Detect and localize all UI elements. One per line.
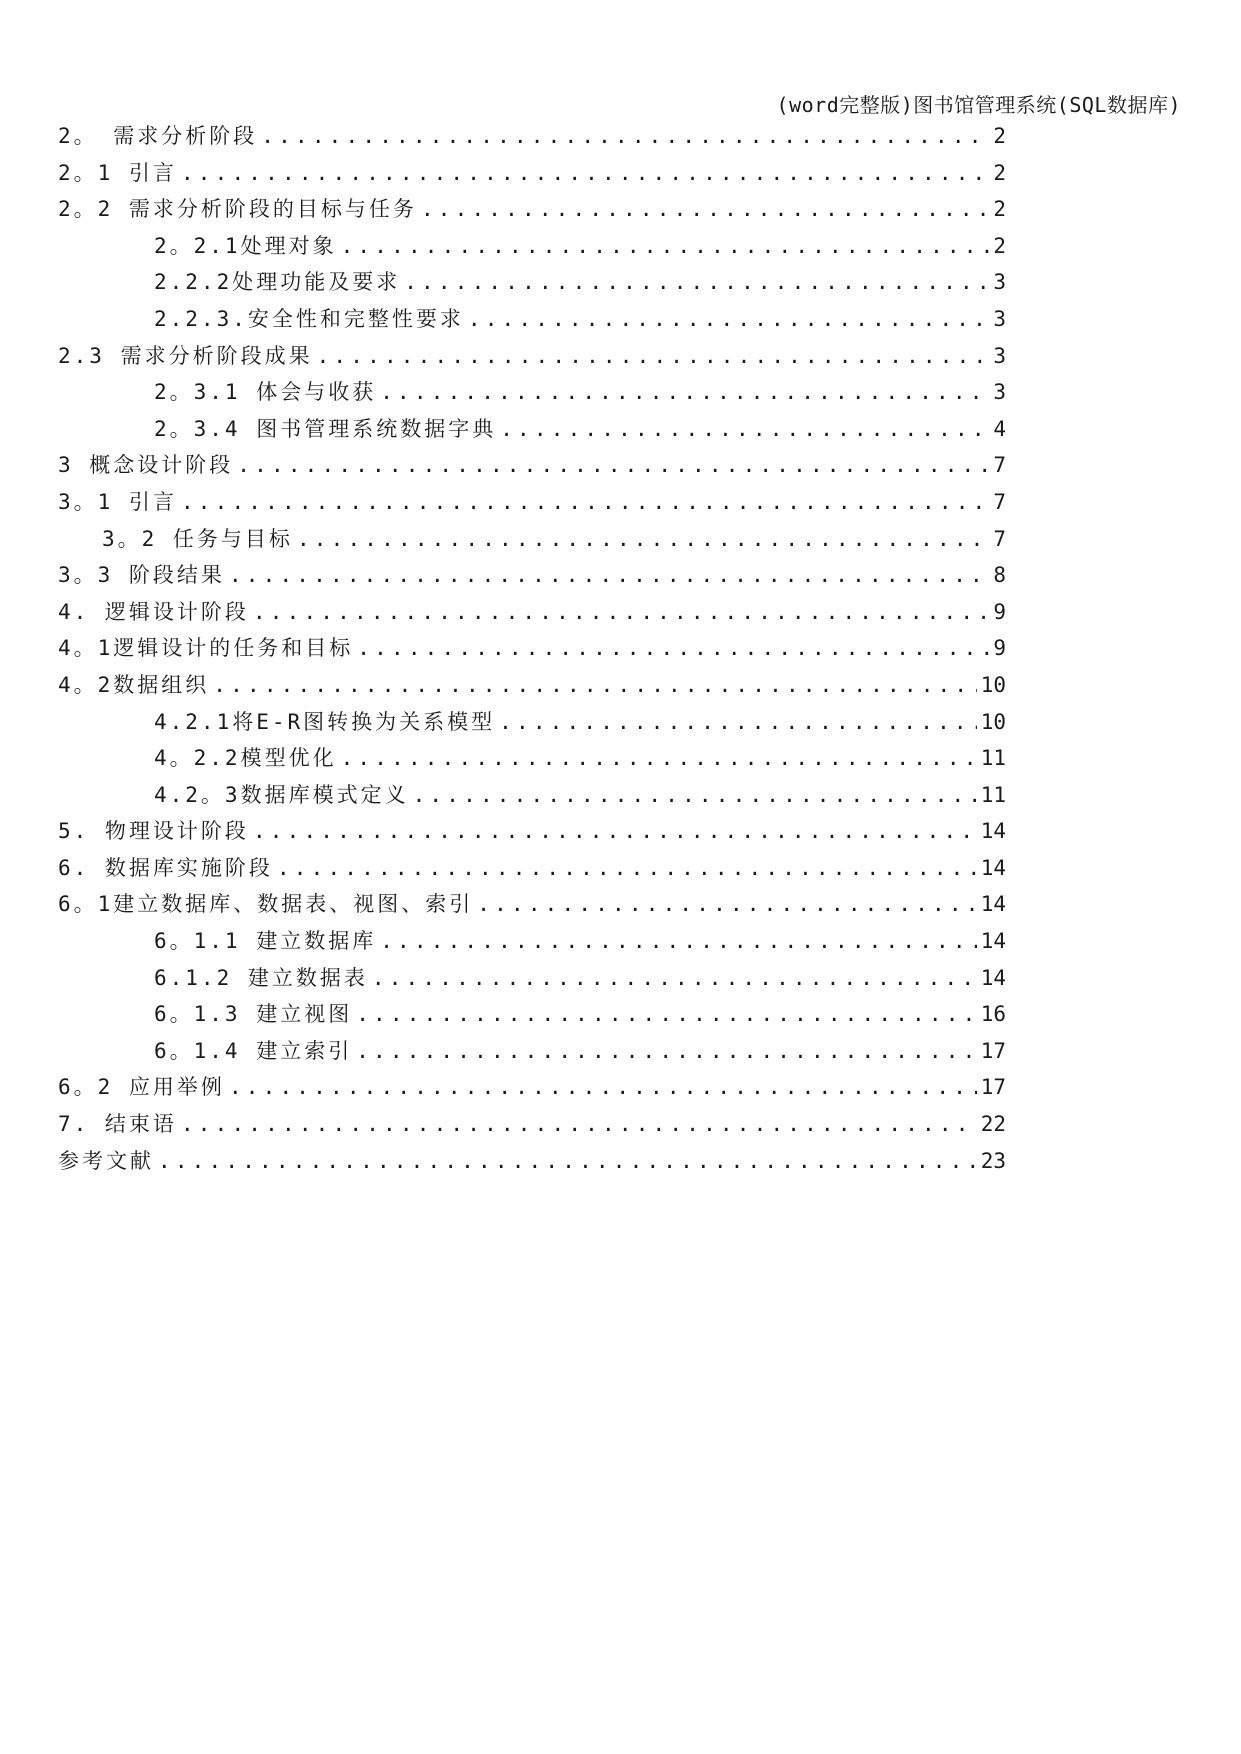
toc-entry[interactable]	[58, 1145, 1006, 1182]
toc-entry[interactable]	[58, 230, 1006, 267]
toc-entry[interactable]	[58, 998, 1006, 1035]
toc-dot-leader	[261, 124, 989, 148]
toc-dot-leader	[341, 746, 977, 770]
toc-entry-page: 8	[993, 563, 1006, 588]
toc-entry-page: 10	[980, 709, 1006, 734]
toc-entry[interactable]	[58, 888, 1006, 925]
toc-entry-title: 3。2 任务与目标	[102, 526, 293, 551]
toc-entry[interactable]	[58, 157, 1006, 194]
toc-entry-title: 4. 逻辑设计阶段	[58, 599, 249, 624]
toc-dot-leader	[380, 380, 989, 404]
toc-entry-title: 2.2.3.安全性和完整性要求	[154, 306, 464, 331]
toc-dot-leader	[421, 197, 989, 221]
toc-entry-page: 14	[980, 929, 1006, 954]
toc-dot-leader	[468, 307, 989, 331]
toc-entry-page: 14	[980, 892, 1006, 917]
toc-entry-title: 2。2 需求分析阶段的目标与任务	[58, 197, 417, 222]
toc-entry[interactable]	[58, 962, 1006, 999]
toc-dot-leader	[500, 417, 989, 441]
toc-entry[interactable]	[58, 340, 1006, 377]
toc-entry[interactable]	[58, 266, 1006, 303]
toc-entry[interactable]	[58, 596, 1006, 633]
toc-entry[interactable]	[58, 449, 1006, 486]
toc-entry[interactable]	[58, 706, 1006, 743]
toc-entry[interactable]	[58, 779, 1006, 816]
toc-entry-page: 3	[993, 343, 1006, 368]
toc-entry-page: 11	[980, 782, 1006, 807]
toc-entry-page: 3	[993, 306, 1006, 331]
toc-dot-leader	[499, 710, 977, 734]
toc-entry-title: 6。1建立数据库、数据表、视图、索引	[58, 892, 474, 917]
toc-entry-page: 9	[993, 636, 1006, 661]
toc-entry-page: 4	[993, 416, 1006, 441]
toc-entry-title: 6。1.3 建立视图	[154, 1002, 353, 1027]
toc-dot-leader	[277, 856, 977, 880]
toc-entry[interactable]	[58, 303, 1006, 340]
toc-entry-title: 4。2数据组织	[58, 672, 210, 697]
toc-dot-leader	[229, 563, 989, 587]
toc-entry-page: 3	[993, 380, 1006, 405]
toc-entry-title: 6。2 应用举例	[58, 1075, 225, 1100]
toc-entry-page: 7	[993, 489, 1006, 514]
toc-dot-leader	[158, 1149, 977, 1173]
toc-entry-page: 2	[993, 160, 1006, 185]
toc-entry-title: 2.2.2处理功能及要求	[154, 270, 401, 295]
toc-entry-page: 23	[980, 1148, 1006, 1173]
toc-entry-page: 16	[980, 1002, 1006, 1027]
toc-entry-title: 6.1.2 建立数据表	[154, 965, 368, 990]
toc-entry-title: 2。2.1处理对象	[154, 233, 337, 258]
toc-entry-title: 3。1 引言	[58, 489, 177, 514]
toc-dot-leader	[404, 270, 989, 294]
running-header: (word完整版)图书馆管理系统(SQL数据库)	[776, 93, 1181, 117]
toc-entry-page: 7	[993, 453, 1006, 478]
toc-entry-title: 6. 数据库实施阶段	[58, 855, 273, 880]
toc-entry-page: 11	[980, 746, 1006, 771]
toc-entry-page: 22	[980, 1112, 1006, 1137]
toc-entry[interactable]	[58, 632, 1006, 669]
toc-entry[interactable]	[58, 413, 1006, 450]
toc-entry[interactable]	[58, 486, 1006, 523]
toc-entry-page: 2	[993, 233, 1006, 258]
toc-entry[interactable]	[58, 852, 1006, 889]
toc-entry-page: 9	[993, 599, 1006, 624]
toc-entry[interactable]	[58, 376, 1006, 413]
toc-entry-title: 2.3 需求分析阶段成果	[58, 343, 313, 368]
toc-entry-title: 4.2.1将E-R图转换为关系模型	[154, 709, 496, 734]
toc-dot-leader	[477, 892, 976, 916]
toc-dot-leader	[413, 783, 977, 807]
toc-entry[interactable]	[58, 1035, 1006, 1072]
toc-dot-leader	[181, 490, 989, 514]
toc-dot-leader	[181, 161, 989, 185]
toc-entry-title: 6。1.4 建立索引	[154, 1038, 353, 1063]
toc-entry-title: 2。 需求分析阶段	[58, 124, 258, 148]
toc-dot-leader	[213, 673, 976, 697]
toc-entry[interactable]	[58, 742, 1006, 779]
toc-dot-leader	[237, 453, 989, 477]
toc-entry-page: 3	[993, 270, 1006, 295]
toc-entry-page: 14	[980, 819, 1006, 844]
toc-dot-leader	[297, 527, 989, 551]
toc-entry-title: 5. 物理设计阶段	[58, 819, 249, 844]
toc-dot-leader	[356, 1039, 976, 1063]
toc-dot-leader	[229, 1075, 977, 1099]
toc-entry[interactable]	[58, 120, 1006, 157]
toc-dot-leader	[253, 819, 977, 843]
toc-entry[interactable]	[58, 669, 1006, 706]
toc-entry-page: 2	[993, 124, 1006, 148]
toc-dot-leader	[356, 1002, 976, 1026]
toc-entry-page: 17	[980, 1075, 1006, 1100]
toc-dot-leader	[380, 929, 976, 953]
toc-entry-title: 2。3.1 体会与收获	[154, 380, 377, 405]
toc-entry-page: 7	[993, 526, 1006, 551]
toc-entry-title: 3 概念设计阶段	[58, 453, 234, 478]
toc-dot-leader	[181, 1112, 977, 1136]
toc-entry[interactable]	[58, 193, 1006, 230]
toc-dot-leader	[372, 966, 977, 990]
toc-entry-page: 14	[980, 965, 1006, 990]
toc-dot-leader	[341, 234, 990, 258]
toc-entry-title: 7. 结束语	[58, 1112, 177, 1137]
toc-dot-leader	[317, 344, 990, 368]
toc-entry-title: 2。1 引言	[58, 160, 177, 185]
toc-entry[interactable]	[58, 815, 1006, 852]
toc-entry-page: 2	[993, 197, 1006, 222]
toc-entry-page: 17	[980, 1038, 1006, 1063]
toc-entry[interactable]	[58, 1108, 1006, 1145]
toc-entry-title: 4。2.2模型优化	[154, 746, 337, 771]
toc-entry[interactable]	[58, 559, 1006, 596]
toc-entry-title: 4.2。3数据库模式定义	[154, 782, 409, 807]
toc-entry-title: 4。1逻辑设计的任务和目标	[58, 636, 354, 661]
toc-entry[interactable]	[58, 925, 1006, 962]
toc-entry-page: 14	[980, 855, 1006, 880]
toc-entry-page: 10	[980, 672, 1006, 697]
toc-entry-title: 2。3.4 图书管理系统数据字典	[154, 416, 497, 441]
toc-entry-title: 6。1.1 建立数据库	[154, 929, 377, 954]
toc-entry[interactable]	[58, 523, 1006, 560]
table-of-contents	[58, 120, 1006, 1181]
toc-entry-title: 参考文献	[58, 1148, 154, 1173]
toc-dot-leader	[357, 636, 989, 660]
toc-entry-title: 3。3 阶段结果	[58, 563, 225, 588]
toc-dot-leader	[253, 600, 989, 624]
toc-entry[interactable]	[58, 1071, 1006, 1108]
